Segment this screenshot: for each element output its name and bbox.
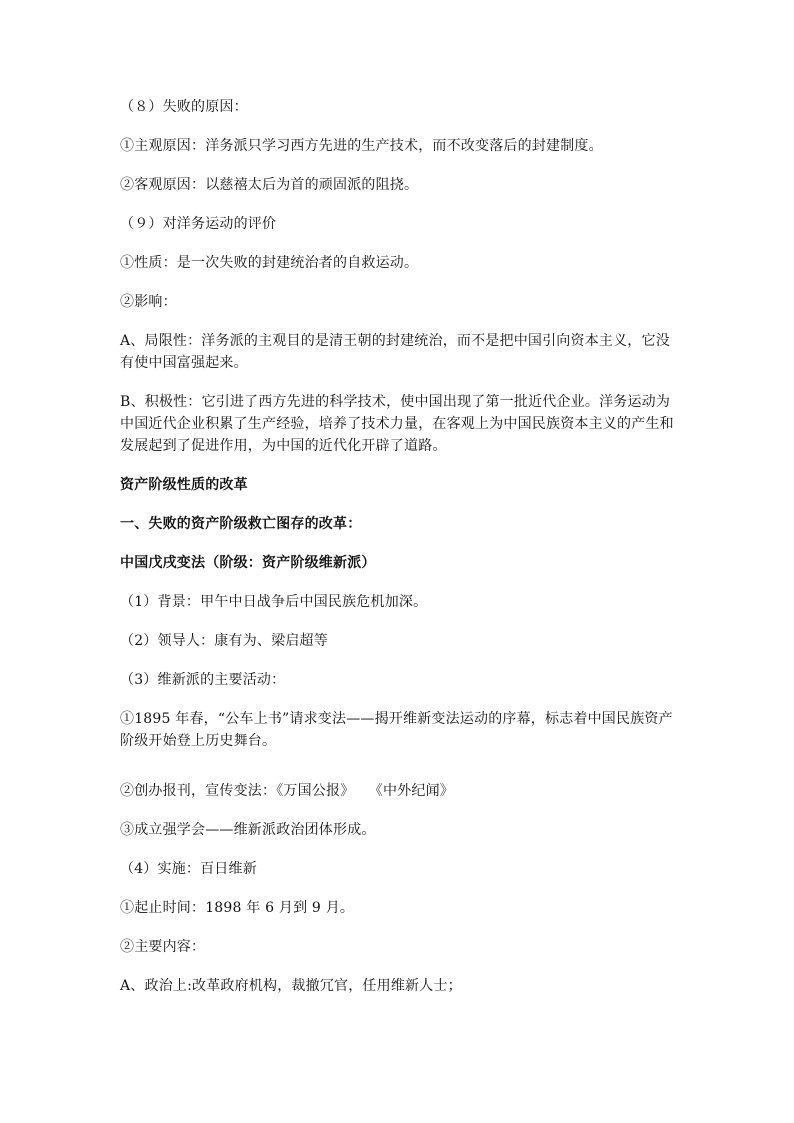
section-heading-wuxu-reform: 中国戊戌变法（阶级：资产阶级维新派）	[120, 555, 376, 571]
paragraph-background: （1）背景：甲午中日战争后中国民族危机加深。	[120, 594, 428, 610]
paragraph-time-span: ①起止时间：1898 年 6 月到 9 月。	[120, 900, 355, 916]
paragraph-objective-reason: ②客观原因：以慈禧太后为首的顽固派的阻挠。	[120, 177, 419, 193]
paragraph-influence: ②影响：	[120, 294, 177, 310]
section-heading-failed-reform: 一、失败的资产阶级救亡图存的改革：	[120, 516, 362, 532]
paragraph-newspapers: ②创办报刊，宣传变法：《万国公报》 《中外纪闻》	[120, 783, 454, 799]
document-body	[120, 96, 680, 1014]
paragraph-implementation: （4）实施：百日维新	[120, 861, 257, 877]
paragraph-activities-heading: （3）维新派的主要活动：	[120, 672, 286, 688]
paragraph-political-reform: A、政治上:改革政府机构，裁撤冗官，任用维新人士；	[120, 978, 462, 994]
paragraph-main-content: ②主要内容：	[120, 939, 206, 955]
paragraph-nature: ①性质：是一次失败的封建统治者的自救运动。	[120, 255, 419, 271]
section-heading-bourgeois-reform: 资产阶级性质的改革	[120, 477, 248, 493]
paragraph-failure-reasons-heading: （８）失败的原因：	[120, 99, 248, 115]
paragraph-evaluation-heading: （９）对洋务运动的评价	[120, 216, 277, 232]
paragraph-subjective-reason: ①主观原因：洋务派只学习西方先进的生产技术，而不改变落后的封建制度。	[120, 138, 603, 154]
paragraph-leaders: （2）领导人：康有为、梁启超等	[120, 633, 328, 649]
paragraph-positive: B、积极性：它引进了西方先进的科学技术，使中国出现了第一批近代企业。洋务运动为中国近代企业积累了生产经验，培养了技术力量，在客观上为中国民族资本主义的产生和发展起到了促进作用，为中国的近代化开辟了道路。	[120, 394, 674, 454]
paragraph-gongche-shangshu: ①1895 年春，“公车上书”请求变法——揭开维新变法运动的序幕，标志着中国民族资产阶级开始登上历史舞台。	[120, 711, 673, 749]
paragraph-limitation: A、局限性：洋务派的主观目的是清王朝的封建统治，而不是把中国引向资本主义，它没有使中国富强起来。	[120, 333, 670, 371]
paragraph-qiangxuehui: ③成立强学会——维新派政治团体形成。	[120, 822, 376, 838]
